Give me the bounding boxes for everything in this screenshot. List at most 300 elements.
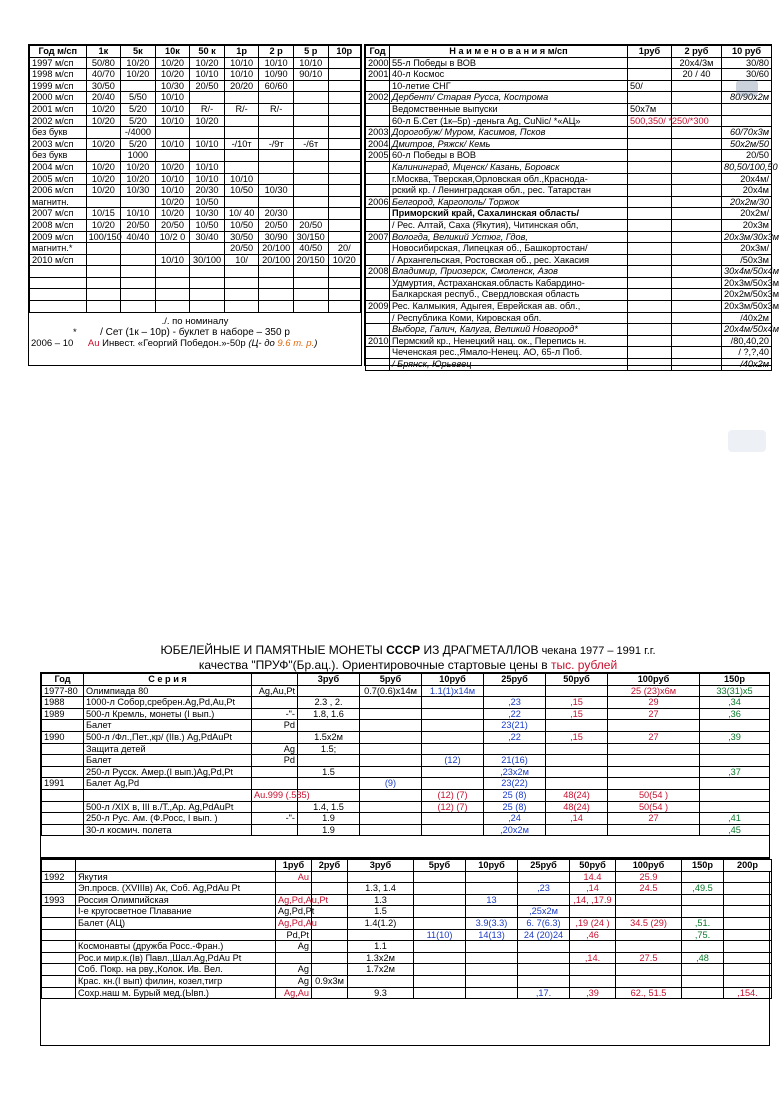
ussr-cell: ,41 [700,813,770,825]
right-table-row [366,219,772,231]
right-name-cell: 55-л Победы в ВОВ [390,57,628,69]
russia-cell [414,975,466,987]
left-cell: 10/10 [224,69,259,81]
ussr-cell [422,708,484,720]
right-1rub-cell [628,335,672,347]
ussr-cell [700,789,770,801]
left-cell-blank [224,277,259,289]
russia-cell [414,883,466,895]
right-2rub-cell [672,173,722,185]
scan-mark [728,430,766,452]
right-10rub-cell: 20x3м/ [722,243,772,255]
russia-cell: ,51. [682,917,724,929]
right-col-header: 10 руб [722,46,772,58]
ussr-table-row [42,789,770,801]
left-cell: 20/50 [259,219,294,231]
ussr-cell [546,766,608,778]
left-cell [328,103,361,115]
left-cell: 2008 м/сп [30,219,87,231]
ussr-cell: 27 [608,731,700,743]
russia-cell [312,952,348,964]
ussr-table-row [42,801,770,813]
right-year-cell: 2007 [366,231,390,243]
russia-cell [466,964,518,976]
left-cell [121,80,156,92]
left-cell: 2005 м/сп [30,173,87,185]
right-10rub-cell: 20x3м/50x3м [722,301,772,313]
right-10rub-cell: 20/50 [722,150,772,162]
left-cell-blank [328,266,361,278]
russia-cell [414,871,466,883]
russia-cell [682,964,724,976]
right-table-row [366,301,772,313]
note-set-row [29,327,361,338]
right-year-cell: 2004 [366,138,390,150]
left-cell: 10/50 [190,196,225,208]
russia-cell [42,952,76,964]
left-cell [328,185,361,197]
right-1rub-cell [628,127,672,139]
ussr-cell [252,824,298,836]
left-cell [259,92,294,104]
ussr-cell [252,697,298,709]
ussr-cell: 1988 [42,697,84,709]
russia-cell [42,917,76,929]
right-10rub-cell: 20x3м/50x3м [722,277,772,289]
ussr-cell: 1.9 [298,813,360,825]
right-10rub-cell: 20x2м/50x3м [722,289,772,301]
right-price-table [364,44,779,370]
left-cell [224,150,259,162]
left-table-row [30,92,361,104]
left-cell: 20/50 [293,219,328,231]
left-cell [86,196,121,208]
ussr-cell: 30-л космич. полета [84,824,252,836]
russia-cell [616,894,682,906]
russia-cell: ,25x2м [518,906,570,918]
russia-col-header: 25руб [518,860,570,872]
right-1rub-cell [628,150,672,162]
right-10rub-cell: / ?,?,40 [722,347,772,359]
right-name-cell: рский кр. / Ленинградская обл., рес. Татарстан [390,185,628,197]
left-cell: 40/70 [86,69,121,81]
right-name-cell: Приморский край, Сахалинская область/ [390,208,628,220]
left-cell-blank [121,266,156,278]
russia-col-header: 3руб [348,860,414,872]
russia-cell [518,941,570,953]
left-cell: 30/50 [86,80,121,92]
right-2rub-cell: 20 / 40 [672,69,722,81]
right-1rub-cell [628,138,672,150]
russia-cell [682,871,724,883]
left-cell: 2007 м/сп [30,208,87,220]
ussr-cell: 23(21) [484,720,546,732]
ussr-cell: 0.7(0.6)x14м [360,685,422,697]
ussr-cell: 27 [608,708,700,720]
russia-cell [312,964,348,976]
left-table-row [30,57,361,69]
note-au: Au [87,338,100,349]
russia-cell [312,929,348,941]
left-cell: 1999 м/сп [30,80,87,92]
left-cell: 10/10 [190,69,225,81]
ussr-col-header: 100руб [608,674,700,686]
ussr-table-row [42,824,770,836]
russia-table-row [42,987,772,999]
right-name-cell: / Республика Коми, Кировская обл. [390,312,628,324]
right-name-cell: Удмуртия, Астраханская.область Кабардино- [390,277,628,289]
russia-cell [518,871,570,883]
russia-cell: 14(13) [466,929,518,941]
left-cell: 10/20 [86,103,121,115]
left-cell: 10/10 [190,138,225,150]
russia-cell: 1.7x2м [348,964,414,976]
russia-cell: ,14, ,17.9 [570,894,616,906]
ussr-cell [252,778,298,790]
ussr-cell: 250-л Русск. Амер.(I вып.)Ag,Pd,Pt [84,766,252,778]
left-cell [328,138,361,150]
ussr-cell [360,813,422,825]
right-2rub-cell [672,312,722,324]
ussr-col-header [252,674,298,686]
left-table-row [30,150,361,162]
ussr-col-header: 10руб [422,674,484,686]
left-cell-blank [328,277,361,289]
russia-cell [682,975,724,987]
ussr-cell [42,743,84,755]
russia-cell: Ag,Pd,Au [276,917,312,929]
right-table-row [366,150,772,162]
russia-cell [682,894,724,906]
ussr-table-row [42,720,770,732]
right-2rub-cell [672,92,722,104]
ussr-cell [422,766,484,778]
russia-cell [348,871,414,883]
russia-cell: ,14 [570,883,616,895]
ussr-cell [546,824,608,836]
left-cell [259,161,294,173]
russia-cell [570,941,616,953]
right-1rub-cell [628,359,672,371]
left-cell-blank [190,266,225,278]
russia-col-header: 1руб [276,860,312,872]
right-2rub-cell [672,161,722,173]
left-cell: 30/40 [190,231,225,243]
russia-cell [724,894,772,906]
left-cell [293,92,328,104]
left-cell: 20/40 [86,92,121,104]
russia-col-header: 5руб [414,860,466,872]
left-cell [328,92,361,104]
right-year-cell [366,161,390,173]
left-cell: 10/ 40 [224,208,259,220]
russia-cell: Ag [276,975,312,987]
right-table-row [366,173,772,185]
russia-cell: I-е кругосветное Плавание [76,906,276,918]
russia-cell [42,883,76,895]
right-name-cell: Пермский кр., Ненецкий нац. ок., Перепись н. [390,335,628,347]
russia-cell [724,871,772,883]
left-cell [259,115,294,127]
right-table-grid [365,45,779,371]
right-year-cell [366,173,390,185]
left-table-row [30,231,361,243]
note-set: / Сет (1к – 10р) - буклет в наборе – 350 р [100,327,290,338]
right-2rub-cell [672,254,722,266]
left-cell: 10/10 [224,57,259,69]
russia-table-row [42,964,772,976]
ussr-cell [608,743,700,755]
left-cell: 5/20 [121,115,156,127]
ussr-cell: 1977-80 [42,685,84,697]
right-table-row [366,196,772,208]
note-price: 9.6 т. р. [277,338,315,349]
russia-cell [518,964,570,976]
right-2rub-cell [672,359,722,371]
russia-cell [414,987,466,999]
ussr-cell: (12) (7) [422,801,484,813]
left-cell-blank [121,289,156,301]
right-table-row [366,80,772,92]
ussr-cell: Ag [252,743,298,755]
left-cell: 5/20 [121,138,156,150]
right-year-cell: 2010 [366,335,390,347]
left-cell: 10/20 [155,196,190,208]
ussr-col-header: 25руб [484,674,546,686]
russia-cell [312,906,348,918]
ussr-cell [360,824,422,836]
left-cell-blank [293,266,328,278]
right-10rub-cell: 20x2м/30 [722,196,772,208]
russia-cell [466,941,518,953]
scan-mark [736,80,758,96]
note-invest: Инвест. «Георгий Победон.»-50р [99,338,246,349]
right-10rub-cell: 80/90x2м [722,92,772,104]
left-cell: 100/150 [86,231,121,243]
right-10rub-cell: 20x3м/30x3м [722,231,772,243]
left-cell: 10/20 [86,115,121,127]
russia-cell: 34.5 (29) [616,917,682,929]
left-cell [86,254,121,266]
russia-cell [570,975,616,987]
ussr-cell [422,824,484,836]
note-year: 2006 – 10 [31,338,74,349]
russia-cell: ,75. [682,929,724,941]
right-1rub-cell [628,219,672,231]
left-cell [328,161,361,173]
left-cell: 20/30 [190,185,225,197]
left-cell: 20/50 [224,243,259,255]
left-table-row-blank [30,289,361,301]
right-name-cell: 10-летие СНГ [390,80,628,92]
russia-cell [724,941,772,953]
russia-cell [466,871,518,883]
ussr-cell [42,720,84,732]
left-cell: -/6т [293,138,328,150]
right-table-row [366,92,772,104]
ussr-cell [608,720,700,732]
russia-cell [724,952,772,964]
ussr-cell: 1989 [42,708,84,720]
right-name-cell: г.Москва, Тверская,Орловская обл.,Краснода- [390,173,628,185]
right-name-cell: Владимир, Приозерск, Смоленск, Азов [390,266,628,278]
title-part2: ИЗ ДРАГМЕТАЛЛОВ [420,643,539,657]
left-table-row [30,208,361,220]
right-year-cell: 2009 [366,301,390,313]
ussr-cell [546,685,608,697]
ussr-cell: 23(22) [484,778,546,790]
russia-cell: ,19 (24 ) [570,917,616,929]
ussr-cell: (12) [422,755,484,767]
right-2rub-cell [672,219,722,231]
left-cell [224,115,259,127]
right-table-row [366,266,772,278]
right-col-header: Год [366,46,390,58]
ussr-cell: 1991 [42,778,84,790]
left-cell [293,208,328,220]
left-cell: 30/150 [293,231,328,243]
right-col-header: 2 руб [672,46,722,58]
russia-cell: Ag,Au [276,987,312,999]
left-cell-blank [121,277,156,289]
russia-cell [42,941,76,953]
ussr-cell [360,731,422,743]
ussr-cell: 25 (23)x6м [608,685,700,697]
right-1rub-cell [628,277,672,289]
russia-cell: Балет (АЦ) [76,917,276,929]
right-10rub-cell: 30/80 [722,57,772,69]
left-cell: 10/15 [86,208,121,220]
right-table-row [366,243,772,255]
left-cell: 10/10 [155,185,190,197]
left-cell: 10/10 [293,57,328,69]
ussr-col-header: 5руб [360,674,422,686]
left-cell: 10/10 [155,115,190,127]
right-1rub-cell [628,231,672,243]
russia-cell [466,883,518,895]
ussr-cell [608,824,700,836]
russia-table-row [42,952,772,964]
ussr-cell: ,15 [546,697,608,709]
right-10rub-cell: 30x4м/50x4м [722,266,772,278]
left-cell-blank [293,289,328,301]
ussr-cell [298,778,360,790]
title-line2b: тыс. рублей [550,658,618,672]
left-cell-blank [224,289,259,301]
right-name-cell: Калининград, Мценск/ Казань, Боровск [390,161,628,173]
left-cell-blank [30,289,87,301]
russia-cell [518,952,570,964]
left-cell [121,254,156,266]
left-cell: 10/10 [190,161,225,173]
right-year-cell [366,103,390,115]
ussr-cell [360,708,422,720]
ussr-cell: ,20x2м [484,824,546,836]
left-cell [293,150,328,162]
ussr-col-header: 50руб [546,674,608,686]
left-cell [259,196,294,208]
left-cell-blank [86,277,121,289]
ussr-cell [360,743,422,755]
left-cell: 10/20 [155,208,190,220]
ussr-cell: 48(24) [546,801,608,813]
russia-col-header: 100руб [616,860,682,872]
russia-col-header: 200р [724,860,772,872]
ussr-cell: 29 [608,697,700,709]
ussr-table-row [42,708,770,720]
left-cell [224,196,259,208]
russia-cell [724,975,772,987]
ussr-cell: ,23 [484,697,546,709]
right-table-row [366,127,772,139]
right-table-row [366,324,772,336]
left-col-header: Год м/сп [30,46,87,58]
russia-table-row [42,917,772,929]
russia-cell [724,906,772,918]
ussr-cell: 1.9 [298,824,360,836]
left-cell: 10/20 [86,138,121,150]
ussr-cell [360,720,422,732]
russia-cell: ,39 [570,987,616,999]
russia-cell: Сохр.наш м. Бурый мед.(Ывп.) [76,987,276,999]
russia-cell: ,46 [570,929,616,941]
right-year-cell: 2003 [366,127,390,139]
ussr-cell: 1.8, 1.6 [298,708,360,720]
ussr-cell [422,731,484,743]
russia-cell [466,987,518,999]
russia-cell: 11(10) [414,929,466,941]
right-year-cell: 2006 [366,196,390,208]
ussr-cell [42,755,84,767]
left-cell [190,92,225,104]
right-1rub-cell: 50x7м [628,103,672,115]
ussr-cell [360,801,422,813]
left-cell: 2010 м/сп [30,254,87,266]
ussr-cell [546,743,608,755]
right-10rub-cell: 30/60 [722,69,772,81]
right-1rub-cell [628,243,672,255]
russia-table-row [42,883,772,895]
left-cell-blank [259,266,294,278]
ussr-table-row [42,755,770,767]
ussr-cell: Олимпиада 80 [84,685,252,697]
right-10rub-cell: /50x3м [722,254,772,266]
russia-cell: Эп.просв. (XVIIIв) Ак, Соб. Ag,PdAu Pt [76,883,276,895]
ussr-cell [298,720,360,732]
ussr-cell: Au.999 (.585) [252,789,298,801]
ussr-cell: 1990 [42,731,84,743]
ussr-cell [700,778,770,790]
right-table-row [366,347,772,359]
ussr-cell [252,801,298,813]
left-cell: 2006 м/сп [30,185,87,197]
russia-cell [312,871,348,883]
right-year-cell [366,80,390,92]
ussr-cell [608,778,700,790]
right-2rub-cell [672,103,722,115]
right-2rub-cell [672,243,722,255]
left-cell: 10/10 [155,254,190,266]
right-1rub-cell [628,289,672,301]
left-col-header: 5 р [293,46,328,58]
left-cell: без букв [30,150,87,162]
left-cell: 20/100 [259,254,294,266]
right-year-cell [366,254,390,266]
left-cell: 5/50 [121,92,156,104]
russia-cell: Крас. кн.(I вып) филин, козел,тигр [76,975,276,987]
left-cell [293,103,328,115]
left-cell: 2001 м/сп [30,103,87,115]
